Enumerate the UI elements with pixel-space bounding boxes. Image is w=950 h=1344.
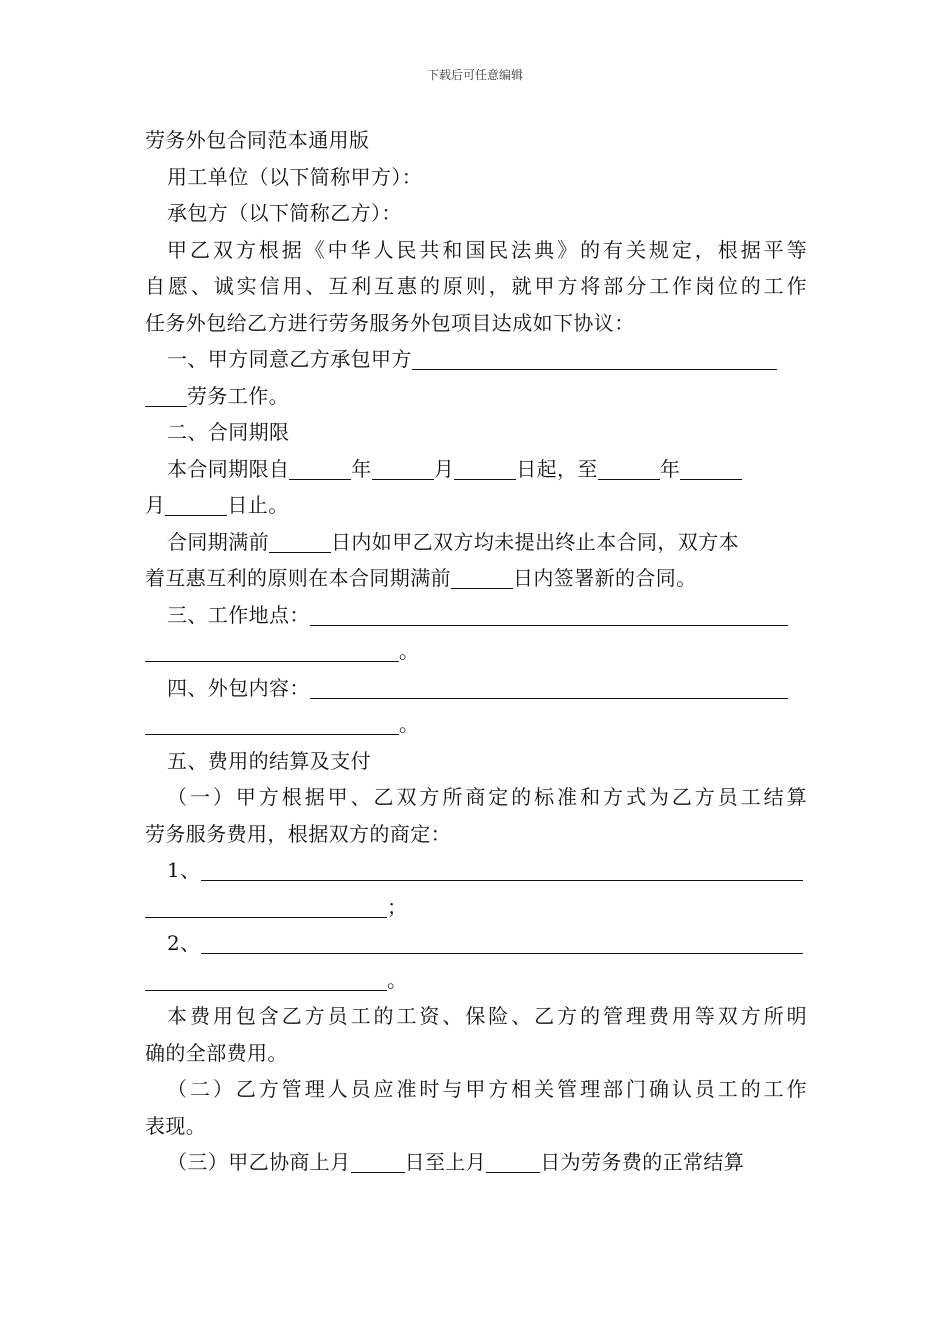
party-b-line: 承包方（以下简称乙方）： <box>167 201 402 225</box>
clause-1-suffix: 劳务工作。 <box>187 383 289 408</box>
blank-field[interactable] <box>165 495 227 516</box>
section-2-title: 二、合同期限 <box>167 420 290 444</box>
clause-1-continued <box>145 378 807 415</box>
intro-line-1: 甲乙双方根据《中华人民共和国民法典》的有关规定，根据平等 <box>167 237 807 262</box>
clause-1-prefix: 一、甲方同意乙方承包甲方 <box>167 347 412 371</box>
blank-field[interactable] <box>680 459 742 480</box>
term-start-label: 本合同期限自 <box>167 456 290 481</box>
section-4-continued <box>145 706 807 743</box>
item-2-label: 2、 <box>167 931 201 955</box>
semicolon-mark: ； <box>387 894 408 919</box>
fee-note-line-1: 本费用包含乙方员工的工资、保险、乙方的管理费用等双方所明 <box>167 1004 807 1028</box>
blank-field[interactable] <box>351 1152 405 1173</box>
renew-text-a: 合同期满前 <box>167 529 269 554</box>
document-title: 劳务外包合同范本通用版 <box>145 128 370 152</box>
period-mark: 。 <box>399 712 420 736</box>
fee-note-line-2: 确的全部费用。 <box>145 1040 288 1065</box>
section-5-title: 五、费用的结算及支付 <box>167 748 371 773</box>
section-3-prefix: 三、工作地点： <box>167 602 310 627</box>
renew-line-2 <box>145 560 807 597</box>
item-2-continued <box>145 962 807 999</box>
item-2-line <box>145 925 807 962</box>
term-line-1 <box>145 451 807 488</box>
party-a-line: 用工单位（以下简称甲方）： <box>167 164 423 189</box>
header-note: 下载后可任意编辑 <box>426 68 523 82</box>
blank-field[interactable] <box>310 678 788 699</box>
blank-field[interactable] <box>145 714 399 735</box>
blank-field[interactable] <box>372 459 434 480</box>
clause-1-line <box>145 341 807 378</box>
item-1-label: 1、 <box>167 858 201 882</box>
renew-text-b: 日内如甲乙双方均未提出终止本合同，双方本 <box>331 529 739 554</box>
period-mark: 。 <box>399 639 420 663</box>
blank-field[interactable] <box>451 568 513 589</box>
section-4-line <box>145 670 807 707</box>
section-5-2-line-1: （二）乙方管理人员应准时与甲方相关管理部门确认员工的工作 <box>167 1077 807 1101</box>
year-label: 年 <box>351 456 372 481</box>
day-from-label: 日起，至 <box>516 456 598 481</box>
blank-field[interactable] <box>454 459 516 480</box>
month-label: 月 <box>145 493 166 517</box>
section-5-3-text-a: （三）甲乙协商上月 <box>167 1150 351 1174</box>
month-label: 月 <box>433 456 455 481</box>
item-1-continued <box>145 889 807 926</box>
blank-field[interactable] <box>289 459 351 480</box>
intro-line-3: 任务外包给乙方进行劳务服务外包项目达成如下协议： <box>145 310 635 335</box>
year-label: 年 <box>659 456 681 481</box>
section-5-3-line <box>145 1144 807 1181</box>
renew-text-d: 日内签署新的合同。 <box>513 566 697 590</box>
blank-field[interactable] <box>145 386 187 407</box>
section-5-1-line-1: （一）甲方根据甲、乙双方所商定的标准和方式为乙方员工结算 <box>167 785 807 809</box>
blank-field[interactable] <box>598 459 660 480</box>
renew-text-c: 着互惠互利的原则在本合同期满前 <box>145 566 451 590</box>
section-5-2-line-2: 表现。 <box>145 1113 207 1138</box>
blank-field[interactable] <box>310 605 788 626</box>
section-5-1-line-2: 劳务服务费用，根据双方的商定： <box>145 821 451 846</box>
blank-field[interactable] <box>145 897 387 918</box>
item-1-line <box>145 852 807 889</box>
blank-field[interactable] <box>412 349 777 370</box>
blank-field[interactable] <box>201 860 803 881</box>
blank-field[interactable] <box>145 970 387 991</box>
section-5-3-text-c: 日为劳务费的正常结算 <box>540 1150 745 1174</box>
intro-line-2: 自愿、诚实信用、互利互惠的原则，就甲方将部分工作岗位的工作 <box>145 274 807 298</box>
renew-line-1 <box>145 524 807 561</box>
day-end-label: 日止。 <box>227 493 289 517</box>
section-3-continued <box>145 633 807 670</box>
blank-field[interactable] <box>145 641 399 662</box>
document-body <box>145 122 807 1181</box>
blank-field[interactable] <box>201 933 803 954</box>
blank-field[interactable] <box>269 532 331 553</box>
term-line-2 <box>145 487 807 524</box>
section-4-prefix: 四、外包内容： <box>167 675 310 700</box>
blank-field[interactable] <box>486 1152 540 1173</box>
section-3-line <box>145 597 807 634</box>
period-mark: 。 <box>387 967 408 992</box>
section-5-3-text-b: 日至上月 <box>404 1150 487 1174</box>
